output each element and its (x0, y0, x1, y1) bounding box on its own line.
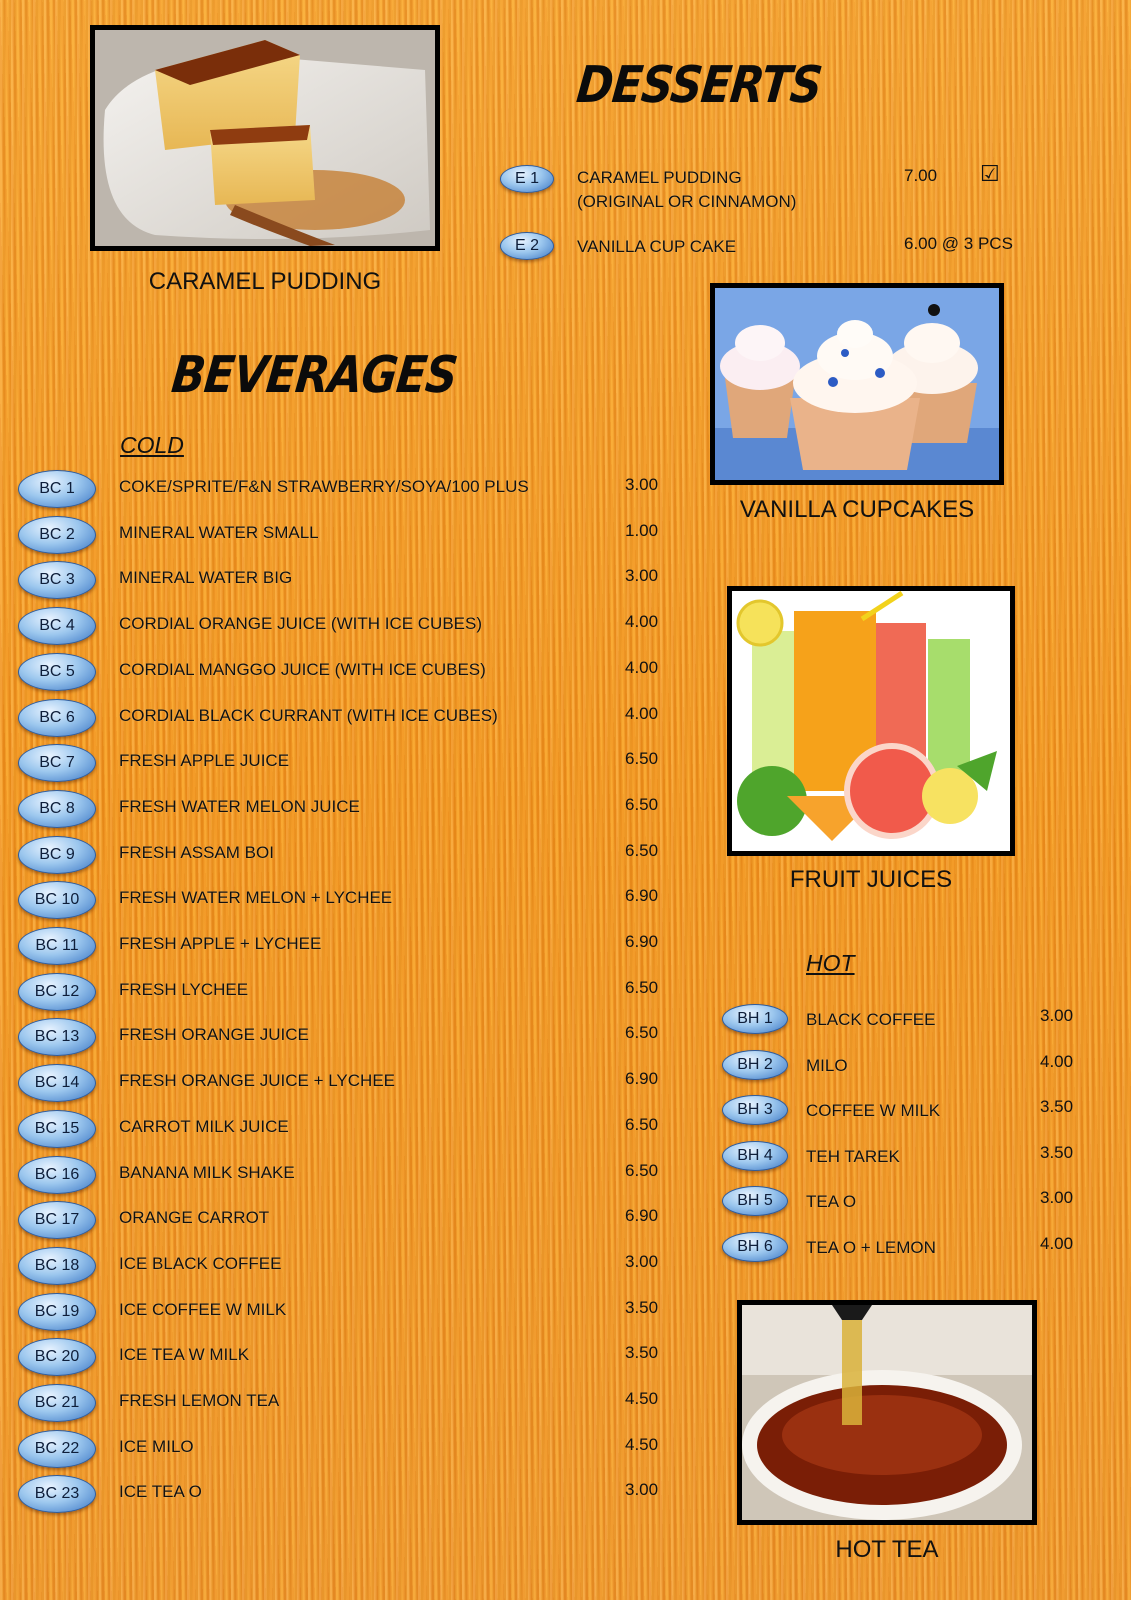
cold-item-code-badge: BC 20 (18, 1338, 96, 1376)
hot-item-code-badge: BH 6 (722, 1232, 788, 1262)
hot-tea-photo (737, 1300, 1037, 1525)
cold-item-code-badge: BC 12 (18, 973, 96, 1011)
cold-item-name: BANANA MILK SHAKE (119, 1162, 295, 1182)
cold-item-name: CORDIAL MANGGO JUICE (WITH ICE CUBES) (119, 659, 486, 679)
cold-item-code-badge: BC 21 (18, 1384, 96, 1422)
cold-item-price: 6.50 (625, 1160, 659, 1180)
caramel-pudding-photo (90, 25, 440, 251)
hot-subheading: HOT (806, 950, 855, 976)
cold-item-price: 4.00 (625, 703, 659, 723)
hot-item-name: MILO (806, 1055, 848, 1075)
cold-item-name: CORDIAL ORANGE JUICE (WITH ICE CUBES) (119, 614, 483, 634)
cold-item-name: FRESH LYCHEE (119, 979, 249, 999)
cold-item-code-badge: BC 19 (18, 1293, 96, 1331)
cold-item-code-badge: BC 7 (18, 744, 96, 782)
cold-item-name: COKE/SPRITE/F&N STRAWBERRY/SOYA/100 PLUS (119, 477, 529, 496)
cold-item-code-badge: BC 22 (18, 1430, 96, 1468)
hot-item-code-badge: BH 1 (722, 1004, 788, 1034)
cold-item-name: FRESH LEMON TEA (119, 1391, 280, 1410)
dessert-name-detail: (ORIGINAL OR CINNAMON) (577, 192, 797, 211)
cold-item-name: FRESH APPLE JUICE (119, 751, 290, 771)
cold-item-price: 3.00 (625, 475, 659, 494)
cold-item-name: ICE BLACK COFFEE (119, 1253, 282, 1273)
caramel-pudding-caption: CARAMEL PUDDING (148, 268, 382, 295)
cold-item-code-badge: BC 18 (18, 1247, 96, 1285)
dessert-name: CARAMEL PUDDING (577, 168, 742, 187)
cold-item-code-badge: BC 4 (18, 607, 96, 645)
cold-item-code-badge: BC 6 (18, 699, 96, 737)
cold-item-price: 4.50 (625, 1434, 659, 1454)
cold-item-price: 6.50 (625, 1114, 659, 1134)
cold-item-price: 3.00 (625, 1251, 659, 1271)
cold-item-name: FRESH WATER MELON JUICE (119, 796, 360, 816)
cold-item-name: MINERAL WATER SMALL (119, 522, 319, 542)
hot-item-price: 3.00 (1040, 1006, 1074, 1025)
hot-tea-illustration (742, 1305, 1032, 1520)
dessert-code-badge: E 2 (500, 232, 554, 260)
cold-item-price: 3.00 (625, 1480, 659, 1500)
cold-item-name: CORDIAL BLACK CURRANT (WITH ICE CUBES) (119, 705, 498, 725)
cold-item-name: ICE COFFEE W MILK (119, 1299, 287, 1319)
cold-item-code-badge: BC 11 (18, 927, 96, 965)
cold-item-code-badge: BC 23 (18, 1475, 96, 1513)
dessert-price: 6.00 @ 3 PCS (904, 234, 1013, 253)
cold-item-code-badge: BC 15 (18, 1110, 96, 1148)
hot-item-code-badge: BH 5 (722, 1186, 788, 1216)
fruit-juices-illustration (732, 591, 1010, 851)
fruit-juices-caption: FRUIT JUICES (789, 866, 953, 893)
cold-item-code-badge: BC 2 (18, 516, 96, 554)
vanilla-cupcakes-caption: VANILLA CUPCAKES (739, 496, 975, 523)
cold-item-price: 6.90 (625, 1069, 659, 1089)
cold-item-price: 6.50 (625, 794, 659, 814)
dessert-price: 7.00 (904, 166, 938, 185)
cold-item-code-badge: BC 3 (18, 561, 96, 599)
hot-item-name: TEA O (806, 1192, 857, 1212)
cold-item-price: 6.50 (625, 840, 659, 860)
cold-item-code-badge: BC 9 (18, 836, 96, 874)
dessert-name: VANILLA CUP CAKE (577, 237, 737, 256)
cold-item-name: ICE TEA O (119, 1482, 202, 1502)
cold-item-price: 6.50 (625, 977, 659, 997)
cold-item-name: FRESH WATER MELON + LYCHEE (119, 888, 393, 908)
hot-item-name: BLACK COFFEE (806, 1010, 936, 1029)
cold-item-price: 6.50 (625, 1023, 659, 1043)
hot-item-price: 4.00 (1040, 1234, 1074, 1253)
cold-item-name: FRESH ORANGE JUICE + LYCHEE (119, 1071, 395, 1091)
desserts-heading: DESSERTS (573, 56, 825, 115)
hot-item-code-badge: BH 3 (722, 1095, 788, 1125)
cold-item-price: 6.50 (625, 749, 659, 769)
cold-item-code-badge: BC 14 (18, 1064, 96, 1102)
hot-tea-caption: HOT TEA (835, 1536, 939, 1563)
cold-item-price: 6.90 (625, 886, 659, 906)
hot-item-code-badge: BH 2 (722, 1050, 788, 1080)
cold-item-price: 6.90 (625, 1206, 659, 1226)
hot-item-price: 3.00 (1040, 1188, 1074, 1208)
cold-item-code-badge: BC 13 (18, 1018, 96, 1056)
cold-item-name: ORANGE CARROT (119, 1208, 270, 1228)
cold-item-price: 3.50 (625, 1343, 659, 1363)
cold-subheading: COLD (120, 432, 184, 458)
cold-item-name: ICE MILO (119, 1436, 194, 1456)
cold-item-price: 4.00 (625, 657, 659, 677)
cold-item-name: FRESH ORANGE JUICE (119, 1025, 309, 1045)
hot-item-price: 3.50 (1040, 1142, 1074, 1162)
cold-item-code-badge: BC 5 (18, 653, 96, 691)
cold-item-price: 3.00 (625, 566, 659, 586)
checkmark-icon: ☑ (980, 161, 1000, 186)
hot-item-name: TEA O + LEMON (806, 1238, 936, 1257)
hot-item-price: 3.50 (1040, 1097, 1074, 1117)
cold-item-name: ICE TEA W MILK (119, 1345, 250, 1365)
vanilla-cupcakes-photo (710, 283, 1004, 485)
cold-item-code-badge: BC 17 (18, 1201, 96, 1239)
hot-item-price: 4.00 (1040, 1051, 1074, 1071)
cold-item-name: FRESH ASSAM BOI (119, 842, 274, 862)
hot-item-code-badge: BH 4 (722, 1141, 788, 1171)
cold-item-code-badge: BC 16 (18, 1156, 96, 1194)
beverages-heading: BEVERAGES (168, 346, 460, 405)
caramel-pudding-illustration (95, 30, 435, 246)
cold-item-price: 6.90 (625, 932, 659, 951)
cold-item-name: MINERAL WATER BIG (119, 568, 293, 588)
hot-item-name: TEH TAREK (806, 1146, 900, 1166)
cold-item-price: 4.50 (625, 1389, 659, 1408)
cold-item-name: FRESH APPLE + LYCHEE (119, 934, 322, 953)
cold-item-price: 4.00 (625, 612, 659, 632)
cold-item-price: 3.50 (625, 1297, 659, 1317)
hot-item-name: COFFEE W MILK (806, 1101, 941, 1121)
cold-item-code-badge: BC 1 (18, 470, 96, 508)
dessert-code-badge: E 1 (500, 165, 554, 193)
cold-item-code-badge: BC 10 (18, 881, 96, 919)
cupcakes-illustration (715, 288, 999, 480)
fruit-juices-photo (727, 586, 1015, 856)
cold-item-name: CARROT MILK JUICE (119, 1116, 289, 1136)
cold-item-price: 1.00 (625, 520, 659, 540)
cold-item-code-badge: BC 8 (18, 790, 96, 828)
